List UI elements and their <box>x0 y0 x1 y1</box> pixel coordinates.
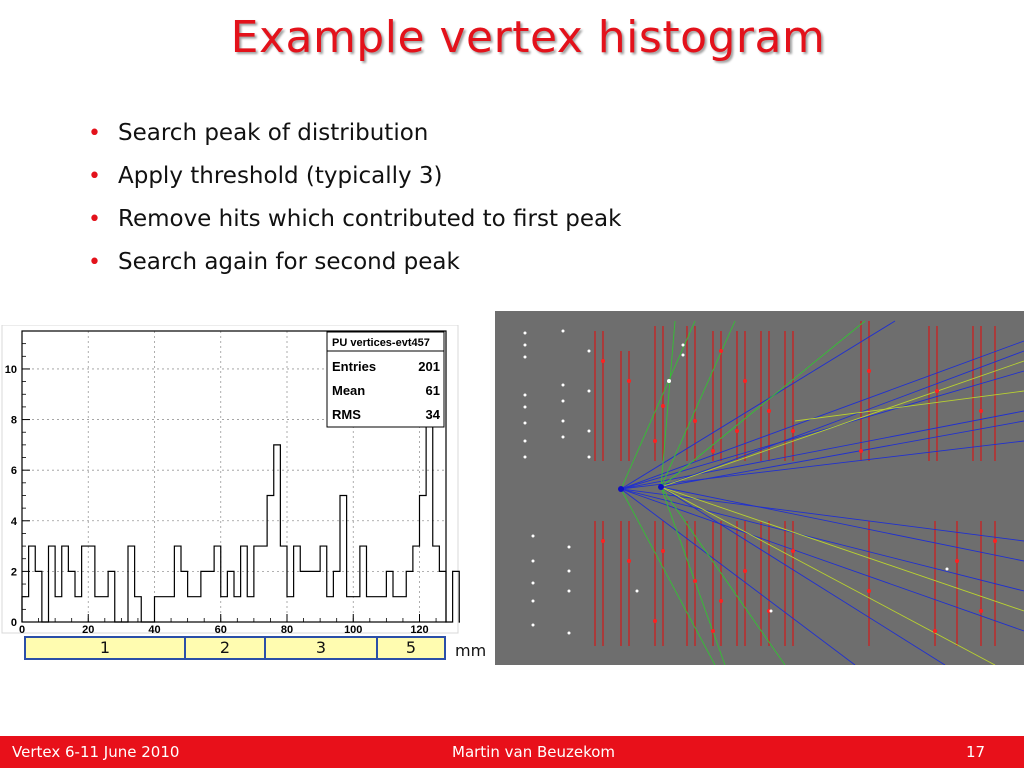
stats-rms-label: RMS <box>332 407 361 422</box>
bullet-dot-icon: • <box>88 164 101 189</box>
event-display-background <box>495 311 1024 665</box>
stats-rms-value: 34 <box>425 407 440 422</box>
x-tick-label: 100 <box>344 624 363 635</box>
region-cell: 3 <box>266 638 378 658</box>
y-tick-label: 4 <box>10 515 17 528</box>
bullet-item <box>88 241 621 284</box>
slide-title: Example vertex histogram <box>230 12 826 63</box>
bullet-item <box>88 198 621 241</box>
bullet-item <box>88 155 621 198</box>
bullet-list <box>88 112 621 284</box>
y-tick-label: 10 <box>4 363 17 376</box>
x-tick-label: 80 <box>280 624 294 635</box>
stats-mean-value: 61 <box>425 383 440 398</box>
bullet-text: Remove hits which contributed to first peak <box>118 206 622 232</box>
stats-box <box>327 332 444 427</box>
y-tick-label: 0 <box>10 617 17 629</box>
region-cell: 1 <box>26 638 186 658</box>
y-tick-label: 6 <box>10 465 17 478</box>
bullet-text: Search again for second peak <box>118 249 460 275</box>
stats-entries-label: Entries <box>332 359 377 374</box>
region-cell: 2 <box>186 638 266 658</box>
stats-box-name: PU vertices-evt457 <box>332 337 430 349</box>
x-tick-label: 20 <box>82 624 95 635</box>
region-strip <box>24 636 446 660</box>
bullet-dot-icon: • <box>88 250 101 275</box>
vertex-histogram <box>0 325 460 635</box>
unit-label: mm <box>455 641 487 660</box>
bullet-dot-icon: • <box>88 207 101 232</box>
region-cell: 5 <box>405 638 417 657</box>
x-tick-label: 40 <box>148 624 161 635</box>
footer-bar <box>0 736 1024 768</box>
x-tick-label: 0 <box>18 624 26 635</box>
footer-conference: Vertex 6-11 June 2010 <box>12 743 180 761</box>
stats-mean-label: Mean <box>332 383 366 398</box>
stats-entries-value: 201 <box>418 359 440 374</box>
x-tick-label: 60 <box>214 624 227 635</box>
footer-author: Martin van Beuzekom <box>452 743 616 761</box>
bullet-dot-icon: • <box>88 121 101 146</box>
y-tick-label: 2 <box>10 566 17 579</box>
y-tick-label: 8 <box>10 414 17 427</box>
x-tick-label: 120 <box>410 624 429 635</box>
bullet-text: Search peak of distribution <box>118 120 429 146</box>
footer-page-number: 17 <box>966 743 986 761</box>
bullet-text: Apply threshold (typically 3) <box>118 163 443 189</box>
event-display-image <box>495 311 1024 665</box>
bullet-item <box>88 112 621 155</box>
